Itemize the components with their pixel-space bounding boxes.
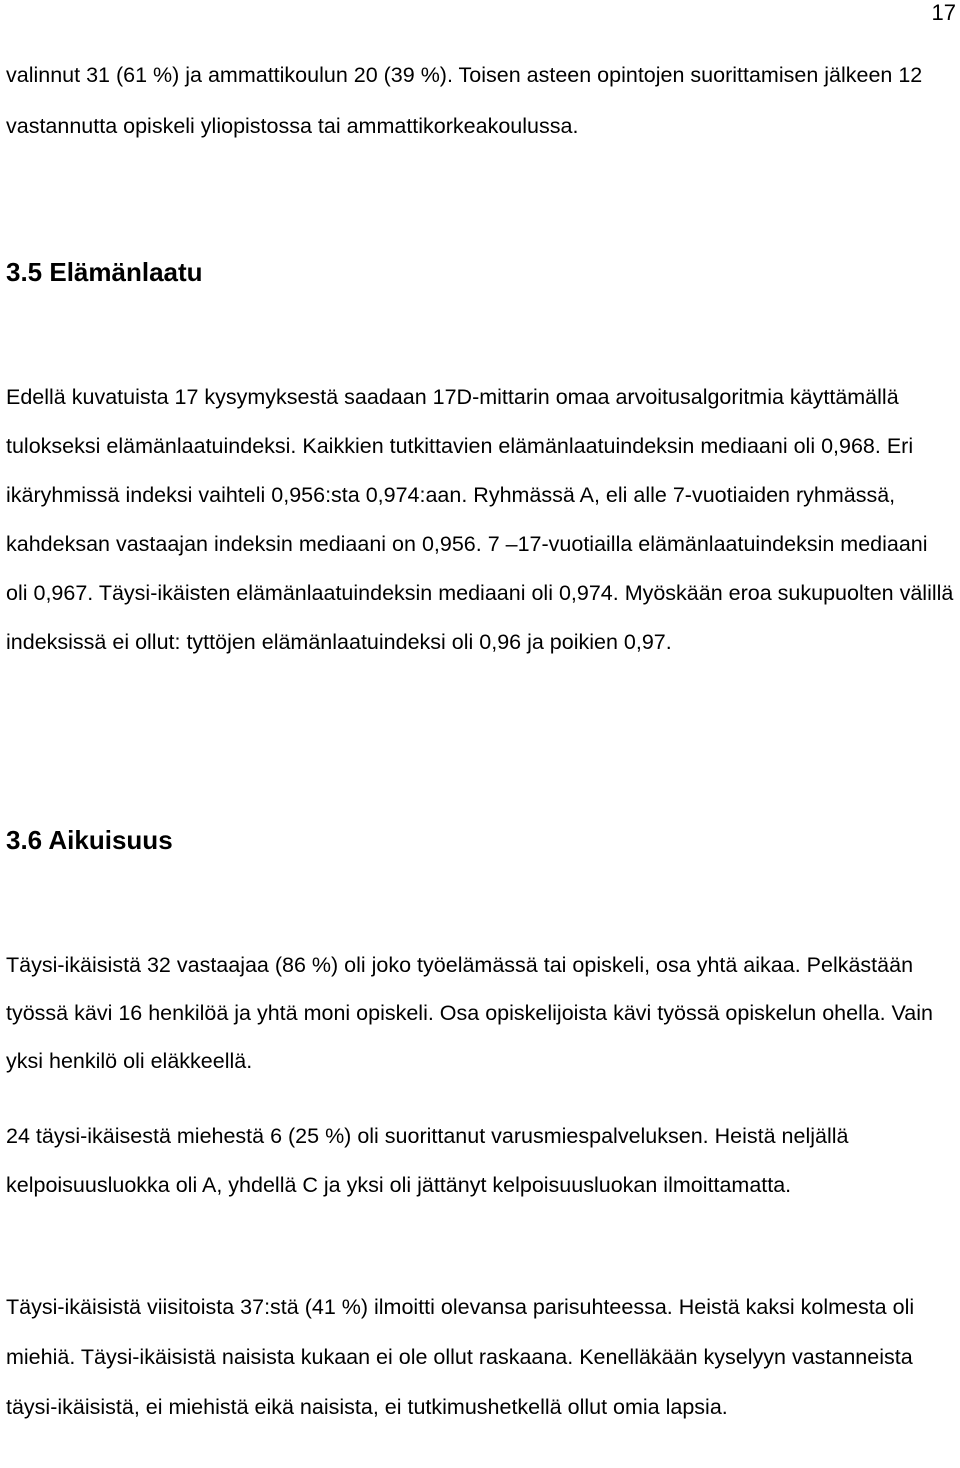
quality-of-life-paragraph: Edellä kuvatuista 17 kysymyksestä saadaan 17D-mittarin omaa arvoitusalgoritmia käyttämällä tulokseksi elämänlaatuindeksi. Kaikkien tutkittavien elämänlaatuindeksin mediaani oli 0,968. Eri ikäryhmissä indeksi vaihteli 0,956:sta 0,974:aan. Ryhmässä A, eli alle 7-vuotiaiden ryhmässä, kahdeksan vastaajan indeksin mediaani on 0,956. 7 –17-vuotiailla elämänlaatuindeksin mediaani oli 0,967. Täysi-ikäisten elämänlaatuindeksin mediaani oli 0,974. Myöskään eroa sukupuolten välillä indeksissä ei ollut: tyttöjen elämänlaatuindeksi oli 0,96 ja poikien 0,97. <box>6 385 954 654</box>
adulthood-paragraph-relationships: Täysi-ikäisistä viisitoista 37:stä (41 %) ilmoitti olevansa parisuhteessa. Heistä kaksi kolmesta oli miehiä. Täysi-ikäisistä naisista kukaan ei ole ollut raskaana. Kenelläkään kyselyyn vastanneista täysi-ikäisistä, ei miehistä eikä naisista, ei tutkimushetkellä ollut omia lapsia. <box>6 1295 915 1419</box>
adulthood-paragraph-military-service: 24 täysi-ikäisestä miehestä 6 (25 %) oli suorittanut varusmiespalveluksen. Heistä neljällä kelpoisuusluokka oli A, yhdellä C ja yksi oli jättänyt kelpoisuusluokan ilmoittamatta. <box>6 1124 849 1197</box>
section-heading-adulthood: 3.6 Aikuisuus <box>6 825 173 855</box>
adulthood-paragraph-employment: Täysi-ikäisistä 32 vastaajaa (86 %) oli joko työelämässä tai opiskeli, osa yhtä aikaa. Pelkästään työssä kävi 16 henkilöä ja yhtä moni opiskeli. Osa opiskelijoista kävi työssä opiskelun ohella. Vain yksi henkilö oli eläkkeellä. <box>6 953 933 1073</box>
section-heading-quality-of-life: 3.5 Elämänlaatu <box>6 257 203 287</box>
intro-paragraph: valinnut 31 (61 %) ja ammattikoulun 20 (39 %). Toisen asteen opintojen suorittamisen jälkeen 12 vastannutta opiskeli yliopistossa tai ammattikorkeakoulussa. <box>6 63 923 138</box>
page-number: 17 <box>931 0 956 25</box>
